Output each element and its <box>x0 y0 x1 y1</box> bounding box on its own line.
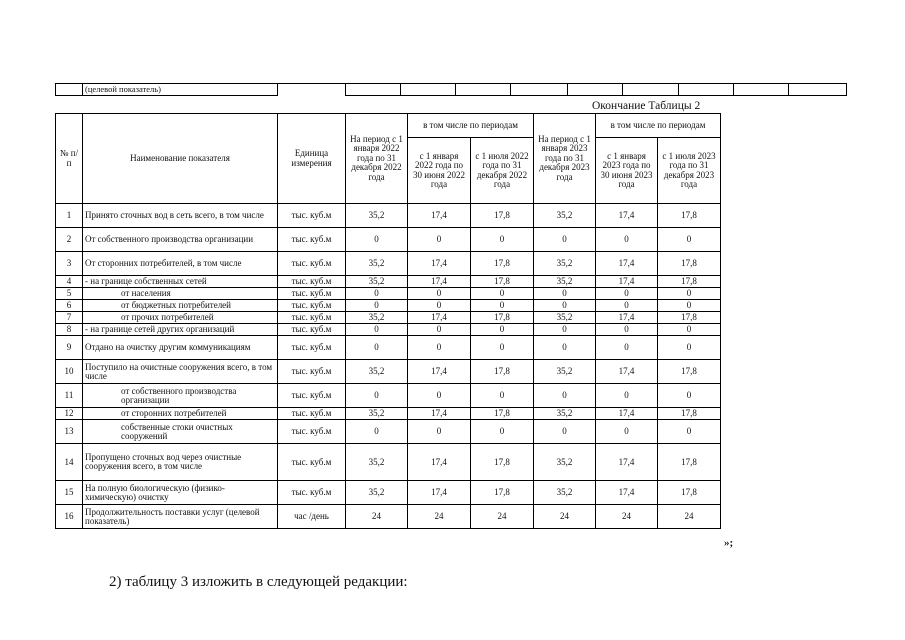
row-value: 0 <box>471 228 534 252</box>
row-value: 0 <box>658 420 721 444</box>
row-value: 17,4 <box>408 204 471 228</box>
row-value: 24 <box>658 505 721 529</box>
row-value: 17,4 <box>596 252 658 276</box>
row-unit: тыс. куб.м <box>278 252 346 276</box>
row-value: 17,4 <box>408 444 471 481</box>
row-value: 24 <box>408 505 471 529</box>
row-indicator-name: От сторонних потребителей, в том числе <box>83 252 278 276</box>
row-unit: тыс. куб.м <box>278 288 346 300</box>
header-period-2022: На период с 1 января 2022 года по 31 декабря 2022 года <box>346 114 408 204</box>
row-value: 35,2 <box>534 360 596 384</box>
table-row <box>56 204 721 228</box>
row-value: 17,8 <box>471 481 534 505</box>
row-value: 0 <box>471 336 534 360</box>
row-value: 0 <box>471 288 534 300</box>
row-value: 17,4 <box>408 312 471 324</box>
row-value: 0 <box>596 324 658 336</box>
row-unit: тыс. куб.м <box>278 312 346 324</box>
row-value: 0 <box>534 300 596 312</box>
row-value: 17,8 <box>471 276 534 288</box>
row-value: 0 <box>471 420 534 444</box>
row-value: 0 <box>596 228 658 252</box>
row-value: 17,4 <box>596 408 658 420</box>
row-value: 0 <box>346 420 408 444</box>
row-number: 12 <box>56 408 83 420</box>
row-value: 17,8 <box>471 312 534 324</box>
table-row <box>56 312 721 324</box>
table-row <box>56 336 721 360</box>
table-row <box>56 408 721 420</box>
row-indicator-name: Пропущено сточных вод через очистные сооружения всего, в том числе <box>83 444 278 481</box>
header-incl-2023: в том числе по периодам <box>596 114 721 138</box>
row-value: 0 <box>408 288 471 300</box>
row-unit: тыс. куб.м <box>278 276 346 288</box>
amendment-text: 2) таблицу 3 изложить в следующей редакции: <box>109 574 408 590</box>
row-value: 17,4 <box>596 360 658 384</box>
indicators-table <box>55 113 721 529</box>
row-indicator-name: от прочих потребителей <box>83 312 278 324</box>
row-value: 0 <box>596 420 658 444</box>
table-row <box>56 444 721 481</box>
row-value: 35,2 <box>534 312 596 324</box>
header-unit: Единица измерения <box>278 114 346 204</box>
row-value: 0 <box>346 324 408 336</box>
row-indicator-name: от сторонних потребителей <box>83 408 278 420</box>
row-unit: тыс. куб.м <box>278 324 346 336</box>
row-value: 35,2 <box>534 444 596 481</box>
row-value: 17,8 <box>658 252 721 276</box>
row-number: 5 <box>56 288 83 300</box>
row-value: 17,4 <box>408 481 471 505</box>
row-value: 24 <box>534 505 596 529</box>
row-value: 0 <box>596 336 658 360</box>
header-incl-2022: в том числе по периодам <box>408 114 534 138</box>
row-value: 24 <box>471 505 534 529</box>
row-value: 0 <box>408 228 471 252</box>
header-h1-2023: с 1 января 2023 года по 30 июня 2023 года <box>596 138 658 204</box>
row-indicator-name: от собственного производства организации <box>83 384 278 408</box>
row-value: 0 <box>534 324 596 336</box>
row-unit: тыс. куб.м <box>278 408 346 420</box>
table-row <box>56 505 721 529</box>
table-row <box>56 420 721 444</box>
header-period-2023: На период с 1 января 2023 года по 31 декабря 2023 года <box>534 114 596 204</box>
row-indicator-name: Отдано на очистку другим коммуникациям <box>83 336 278 360</box>
header-num: № п/п <box>56 114 83 204</box>
row-value: 17,4 <box>596 312 658 324</box>
row-indicator-name: - на границе собственных сетей <box>83 276 278 288</box>
row-number: 13 <box>56 420 83 444</box>
row-indicator-name: от бюджетных потребителей <box>83 300 278 312</box>
row-value: 0 <box>471 384 534 408</box>
row-value: 0 <box>658 384 721 408</box>
row-value: 0 <box>346 300 408 312</box>
row-value: 17,8 <box>658 276 721 288</box>
row-value: 35,2 <box>534 252 596 276</box>
row-value: 35,2 <box>346 312 408 324</box>
row-value: 17,4 <box>408 276 471 288</box>
row-indicator-name: От собственного производства организации <box>83 228 278 252</box>
row-value: 35,2 <box>534 481 596 505</box>
header-h2-2022: с 1 июля 2022 года по 31 декабря 2022 года <box>471 138 534 204</box>
row-value: 0 <box>534 288 596 300</box>
row-value: 17,4 <box>596 204 658 228</box>
row-number: 10 <box>56 360 83 384</box>
row-value: 0 <box>408 336 471 360</box>
row-value: 0 <box>346 336 408 360</box>
row-value: 0 <box>408 300 471 312</box>
table-row <box>56 288 721 300</box>
row-number: 6 <box>56 300 83 312</box>
row-number: 4 <box>56 276 83 288</box>
fragment-label: (целевой показатель) <box>83 84 278 96</box>
row-value: 17,8 <box>658 408 721 420</box>
row-value: 0 <box>596 384 658 408</box>
row-value: 17,8 <box>471 360 534 384</box>
row-indicator-name: Продолжительность поставки услуг (целевой показатель) <box>83 505 278 529</box>
row-value: 17,8 <box>658 360 721 384</box>
row-value: 0 <box>471 300 534 312</box>
row-number: 14 <box>56 444 83 481</box>
row-indicator-name: от населения <box>83 288 278 300</box>
row-value: 35,2 <box>534 276 596 288</box>
row-indicator-name: Поступило на очистные сооружения всего, в том числе <box>83 360 278 384</box>
previous-table-fragment <box>55 83 847 96</box>
row-indicator-name: Принято сточных вод в сеть всего, в том числе <box>83 204 278 228</box>
row-value: 0 <box>408 420 471 444</box>
row-value: 0 <box>346 228 408 252</box>
row-value: 17,8 <box>471 444 534 481</box>
row-value: 17,8 <box>658 312 721 324</box>
row-value: 17,8 <box>471 408 534 420</box>
table-row <box>56 360 721 384</box>
row-value: 17,8 <box>658 204 721 228</box>
row-value: 35,2 <box>346 408 408 420</box>
row-number: 1 <box>56 204 83 228</box>
row-value: 0 <box>408 324 471 336</box>
row-unit: час /день <box>278 505 346 529</box>
row-unit: тыс. куб.м <box>278 481 346 505</box>
table-row <box>56 300 721 312</box>
row-unit: тыс. куб.м <box>278 420 346 444</box>
table-row <box>56 324 721 336</box>
row-value: 0 <box>596 288 658 300</box>
row-value: 0 <box>471 324 534 336</box>
table-row <box>56 384 721 408</box>
table-row <box>56 276 721 288</box>
row-unit: тыс. куб.м <box>278 360 346 384</box>
row-value: 0 <box>346 384 408 408</box>
row-value: 35,2 <box>346 276 408 288</box>
row-unit: тыс. куб.м <box>278 444 346 481</box>
closing-quote-mark: »; <box>724 537 734 549</box>
table-body <box>56 204 721 529</box>
row-number: 15 <box>56 481 83 505</box>
row-value: 0 <box>658 300 721 312</box>
row-value: 17,4 <box>596 276 658 288</box>
row-number: 8 <box>56 324 83 336</box>
row-value: 17,4 <box>596 481 658 505</box>
row-number: 2 <box>56 228 83 252</box>
table-row <box>56 481 721 505</box>
row-value: 17,8 <box>471 204 534 228</box>
row-value: 0 <box>658 324 721 336</box>
row-value: 0 <box>534 420 596 444</box>
row-value: 35,2 <box>346 360 408 384</box>
row-number: 16 <box>56 505 83 529</box>
row-number: 3 <box>56 252 83 276</box>
header-name: Наименование показателя <box>83 114 278 204</box>
row-number: 9 <box>56 336 83 360</box>
row-unit: тыс. куб.м <box>278 336 346 360</box>
row-unit: тыс. куб.м <box>278 228 346 252</box>
header-h1-2022: с 1 января 2022 года по 30 июня 2022 года <box>408 138 471 204</box>
row-value: 35,2 <box>534 408 596 420</box>
row-value: 17,8 <box>658 481 721 505</box>
header-h2-2023: с 1 июля 2023 года по 31 декабря 2023 года <box>658 138 721 204</box>
row-value: 0 <box>534 384 596 408</box>
row-value: 35,2 <box>534 204 596 228</box>
row-number: 7 <box>56 312 83 324</box>
row-value: 0 <box>408 384 471 408</box>
row-value: 24 <box>596 505 658 529</box>
row-value: 0 <box>658 228 721 252</box>
table-caption: Окончание Таблицы 2 <box>592 100 701 112</box>
row-value: 0 <box>596 300 658 312</box>
row-value: 0 <box>534 228 596 252</box>
row-value: 35,2 <box>346 252 408 276</box>
row-value: 0 <box>658 288 721 300</box>
row-unit: тыс. куб.м <box>278 204 346 228</box>
row-value: 17,8 <box>658 444 721 481</box>
row-indicator-name: - на границе сетей других организаций <box>83 324 278 336</box>
table-row <box>56 228 721 252</box>
row-value: 35,2 <box>346 204 408 228</box>
row-value: 0 <box>534 336 596 360</box>
row-value: 24 <box>346 505 408 529</box>
row-value: 17,4 <box>408 408 471 420</box>
row-indicator-name: На полную биологическую (физико-химическую) очистку <box>83 481 278 505</box>
row-value: 0 <box>658 336 721 360</box>
row-indicator-name: собственные стоки очистных сооружений <box>83 420 278 444</box>
row-value: 17,4 <box>408 252 471 276</box>
row-value: 0 <box>346 288 408 300</box>
row-number: 11 <box>56 384 83 408</box>
row-value: 17,4 <box>408 360 471 384</box>
row-unit: тыс. куб.м <box>278 384 346 408</box>
row-value: 17,8 <box>471 252 534 276</box>
row-unit: тыс. куб.м <box>278 300 346 312</box>
row-value: 35,2 <box>346 481 408 505</box>
row-value: 35,2 <box>346 444 408 481</box>
table-row <box>56 252 721 276</box>
row-value: 17,4 <box>596 444 658 481</box>
